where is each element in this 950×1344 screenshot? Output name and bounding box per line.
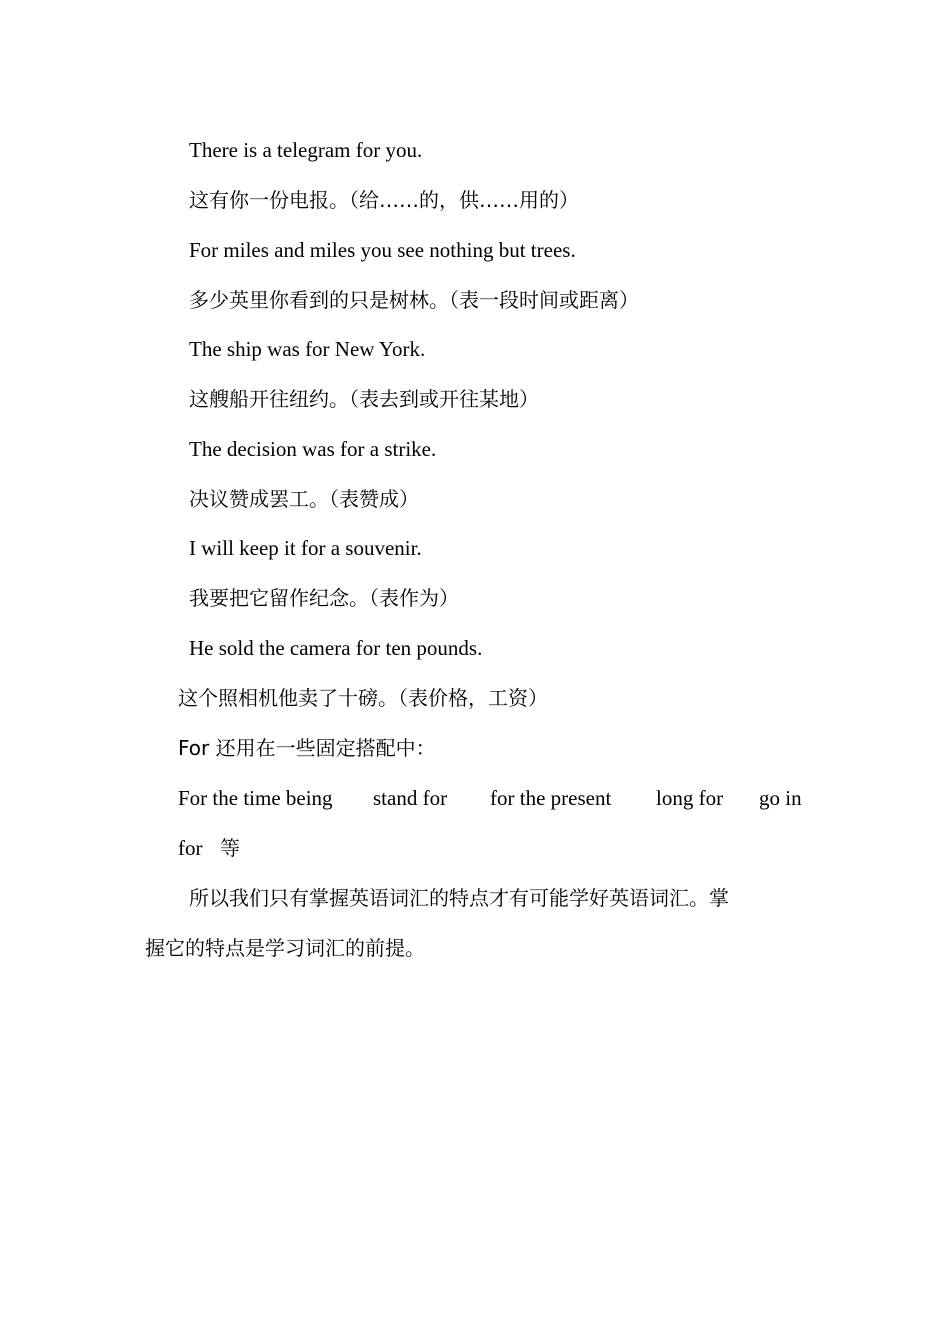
conclusion-line-1: 所以我们只有掌握英语词汇的特点才有可能学好英语词汇。掌 <box>189 886 729 910</box>
phrase-item: for the present <box>490 786 612 810</box>
phrase-item: stand for <box>373 786 448 810</box>
phrase-item: long for <box>656 786 724 810</box>
fixed-phrases-intro: For 还用在一些固定搭配中： <box>178 736 436 760</box>
example-6-chinese: 这个照相机他卖了十磅。（表价格，工资） <box>178 686 548 710</box>
fixed-phrases-row <box>0 784 950 812</box>
example-6-english: He sold the camera for ten pounds. <box>189 636 483 660</box>
example-2-english: For miles and miles you see nothing but trees. <box>189 238 576 262</box>
fixed-phrases-continuation-row <box>0 834 950 862</box>
phrase-continuation: for <box>178 836 203 860</box>
example-5-chinese: 我要把它留作纪念。（表作为） <box>189 586 459 610</box>
example-3-english: The ship was for New York. <box>189 337 426 361</box>
example-1-chinese: 这有你一份电报。（给……的，供……用的） <box>189 188 579 212</box>
example-4-chinese: 决议赞成罢工。（表赞成） <box>189 487 419 511</box>
example-1-english: There is a telegram for you. <box>189 138 423 162</box>
phrase-item: go in <box>759 786 802 810</box>
conclusion-line-2: 握它的特点是学习词汇的前提。 <box>145 936 425 960</box>
example-2-chinese: 多少英里你看到的只是树林。（表一段时间或距离） <box>189 288 639 312</box>
phrase-item: For the time being <box>178 786 333 810</box>
example-5-english: I will keep it for a souvenir. <box>189 536 422 560</box>
example-3-chinese: 这艘船开往纽约。（表去到或开往某地） <box>189 387 539 411</box>
example-4-english: The decision was for a strike. <box>189 437 437 461</box>
phrase-etc: 等 <box>220 836 240 860</box>
